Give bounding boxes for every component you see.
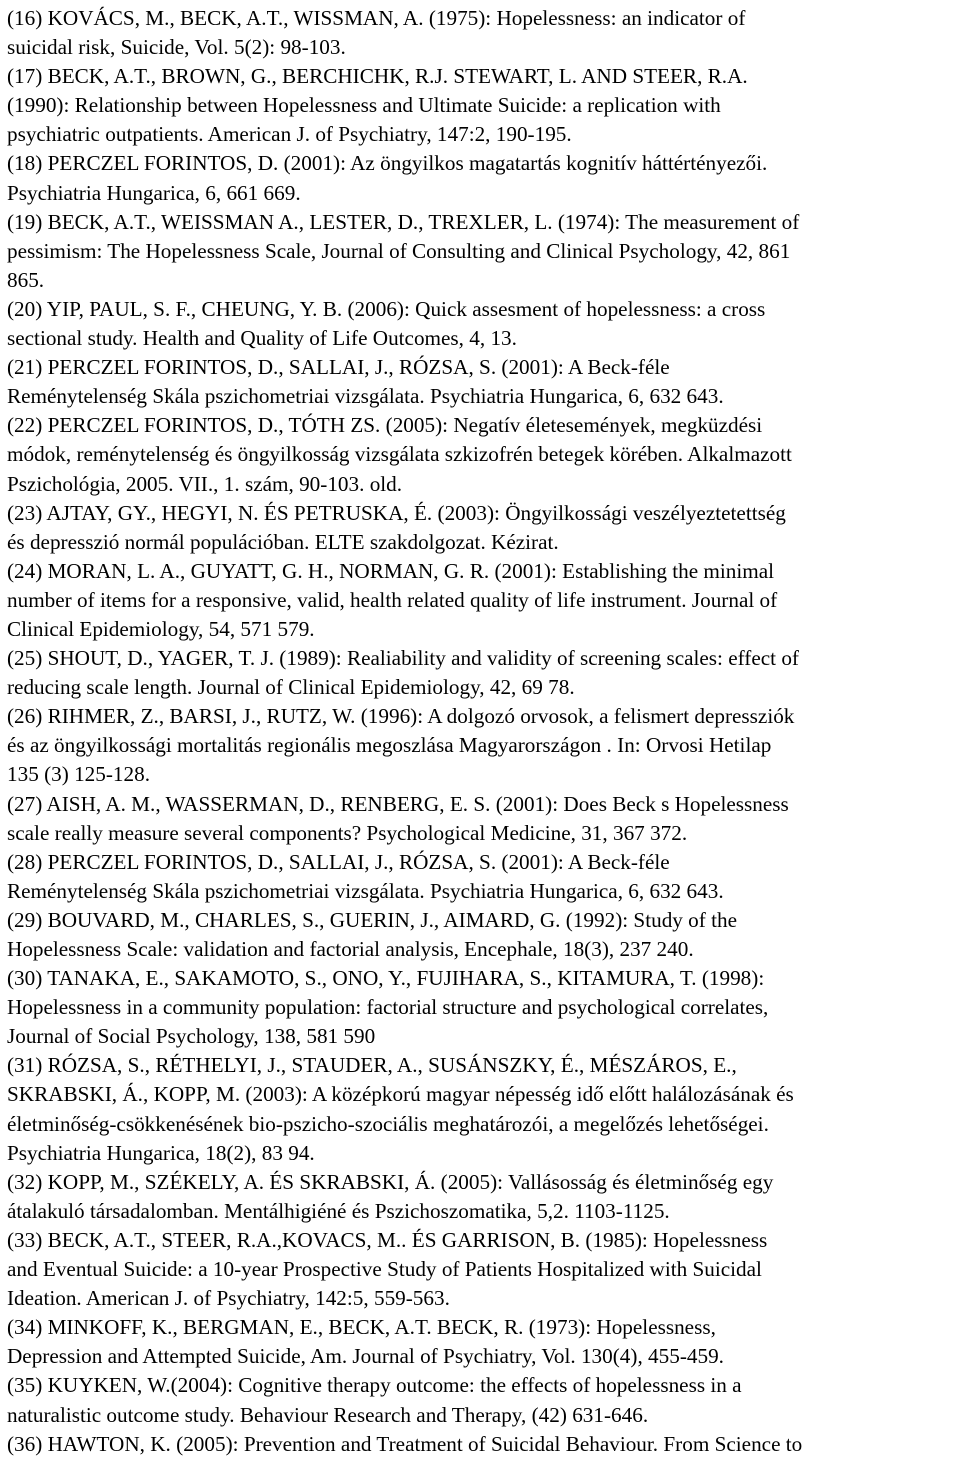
- reference-text-line: SKRABSKI, Á., KOPP, M. (2003): A középkorú magyar népesség idő előtt halálozásának és: [7, 1082, 794, 1107]
- reference-text-line: (36) HAWTON, K. (2005): Prevention and Treatment of Suicidal Behaviour. From Science to: [7, 1431, 803, 1456]
- reference-text-line: psychiatric outpatients. American J. of Psychiatry, 147:2, 190-195.: [7, 122, 572, 147]
- reference-text-line: (22) PERCZEL FORINTOS, D., TÓTH ZS. (2005): Negatív életesemények, megküzdési: [7, 413, 763, 438]
- reference-text-line: number of items for a responsive, valid, health related quality of life instrument. Journal of: [7, 587, 778, 612]
- reference-text-line: (21) PERCZEL FORINTOS, D., SALLAI, J., RÓZSA, S. (2001): A Beck-féle: [7, 355, 670, 380]
- reference-text-line: (19) BECK, A.T., WEISSMAN A., LESTER, D., TREXLER, L. (1974): The measurement of: [7, 209, 800, 234]
- reference-text-line: sectional study. Health and Quality of Life Outcomes, 4, 13.: [7, 326, 517, 351]
- reference-text-line: Depression and Attempted Suicide, Am. Journal of Psychiatry, Vol. 130(4), 455-459.: [7, 1344, 724, 1369]
- reference-text-line: (35) KUYKEN, W.(2004): Cognitive therapy outcome: the effects of hopelessness in a: [7, 1373, 742, 1398]
- reference-list: [7, 4, 957, 1458]
- reference-text-line: Clinical Epidemiology, 54, 571 579.: [7, 616, 315, 641]
- reference-text-line: Psychiatria Hungarica, 18(2), 83 94.: [7, 1140, 315, 1165]
- reference-text-line: scale really measure several components? Psychological Medicine, 31, 367 372.: [7, 820, 688, 845]
- reference-text-line: Reménytelenség Skála pszichometriai vizsgálata. Psychiatria Hungarica, 6, 632 643.: [7, 384, 724, 409]
- reference-text-line: 135 (3) 125-128.: [7, 762, 150, 787]
- reference-text-line: Hopelessness in a community population: factorial structure and psychological correlates,: [7, 995, 769, 1020]
- reference-text-line: és depresszió normál populációban. ELTE szakdolgozat. Kézirat.: [7, 529, 559, 554]
- reference-text-line: naturalistic outcome study. Behaviour Research and Therapy, (42) 631-646.: [7, 1402, 649, 1427]
- reference-text-line: (25) SHOUT, D., YAGER, T. J. (1989): Realiability and validity of screening scales: effect of: [7, 646, 799, 671]
- reference-text-line: (28) PERCZEL FORINTOS, D., SALLAI, J., RÓZSA, S. (2001): A Beck-féle: [7, 849, 670, 874]
- reference-text-line: (23) AJTAY, GY., HEGYI, N. ÉS PETRUSKA, É. (2003): Öngyilkossági veszélyeztetettség: [7, 500, 786, 525]
- reference-text-line: módok, reménytelenség és öngyilkosság vizsgálata szkizofrén betegek körében. Alkalmazott: [7, 442, 792, 467]
- reference-text-line: (30) TANAKA, E., SAKAMOTO, S., ONO, Y., FUJIHARA, S., KITAMURA, T. (1998):: [7, 966, 765, 991]
- reference-text-line: (29) BOUVARD, M., CHARLES, S., GUERIN, J., AIMARD, G. (1992): Study of the: [7, 907, 738, 932]
- reference-text-line: (34) MINKOFF, K., BERGMAN, E., BECK, A.T. BECK, R. (1973): Hopelessness,: [7, 1315, 716, 1340]
- reference-text-line: (26) RIHMER, Z., BARSI, J., RUTZ, W. (1996): A dolgozó orvosok, a felismert depressziók: [7, 704, 795, 729]
- reference-text-line: 865.: [7, 267, 45, 292]
- reference-text-line: (24) MORAN, L. A., GUYATT, G. H., NORMAN, G. R. (2001): Establishing the minimal: [7, 558, 775, 583]
- reference-text-line: átalakuló társadalomban. Mentálhigiéné és Pszichoszomatika, 5,2. 1103-1125.: [7, 1198, 670, 1223]
- reference-text-line: (17) BECK, A.T., BROWN, G., BERCHICHK, R.J. STEWART, L. AND STEER, R.A.: [7, 64, 748, 89]
- reference-text-line: Reménytelenség Skála pszichometriai vizsgálata. Psychiatria Hungarica, 6, 632 643.: [7, 878, 724, 903]
- reference-text-line: suicidal risk, Suicide, Vol. 5(2): 98-103.: [7, 35, 346, 60]
- reference-text-line: Journal of Social Psychology, 138, 581 590: [7, 1024, 376, 1049]
- reference-text-line: reducing scale length. Journal of Clinical Epidemiology, 42, 69 78.: [7, 675, 575, 700]
- reference-text-line: életminőség-csökkenésének bio-pszicho-szociális meghatározói, a megelőzés lehetőségei.: [7, 1111, 769, 1136]
- reference-text-line: (27) AISH, A. M., WASSERMAN, D., RENBERG, E. S. (2001): Does Beck s Hopelessness: [7, 791, 789, 816]
- reference-text-line: (16) KOVÁCS, M., BECK, A.T., WISSMAN, A. (1975): Hopelessness: an indicator of: [7, 6, 746, 30]
- reference-text-line: (1990): Relationship between Hopelessness and Ultimate Suicide: a replication with: [7, 93, 721, 118]
- reference-text-line: (33) BECK, A.T., STEER, R.A.,KOVACS, M.. ÉS GARRISON, B. (1985): Hopelessness: [7, 1227, 768, 1252]
- reference-text-line: Hopelessness Scale: validation and factorial analysis, Encephale, 18(3), 237 240.: [7, 937, 694, 961]
- reference-text-line: pessimism: The Hopelessness Scale, Journal of Consulting and Clinical Psychology, 42, 861: [7, 238, 791, 263]
- reference-text-line: and Eventual Suicide: a 10-year Prospective Study of Patients Hospitalized with Suicidal: [7, 1257, 762, 1282]
- reference-text-line: Psychiatria Hungarica, 6, 661 669.: [7, 180, 301, 205]
- reference-text-line: (18) PERCZEL FORINTOS, D. (2001): Az öngyilkos magatartás kognitív háttértényezői.: [7, 151, 768, 176]
- reference-text-line: (31) RÓZSA, S., RÉTHELYI, J., STAUDER, A., SUSÁNSZKY, É., MÉSZÁROS, E.,: [7, 1053, 737, 1078]
- reference-text-line: Ideation. American J. of Psychiatry, 142:5, 559-563.: [7, 1286, 450, 1311]
- reference-text-line: (20) YIP, PAUL, S. F., CHEUNG, Y. B. (2006): Quick assesment of hopelessness: a cross: [7, 296, 766, 321]
- reference-text-line: (32) KOPP, M., SZÉKELY, A. ÉS SKRABSKI, Á. (2005): Vallásosság és életminőség egy: [7, 1169, 774, 1194]
- reference-text-line: és az öngyilkossági mortalitás regionális megoszlása Magyarországon . In: Orvosi Hetilap: [7, 733, 772, 758]
- reference-text-line: Pszichológia, 2005. VII., 1. szám, 90-103. old.: [7, 471, 403, 496]
